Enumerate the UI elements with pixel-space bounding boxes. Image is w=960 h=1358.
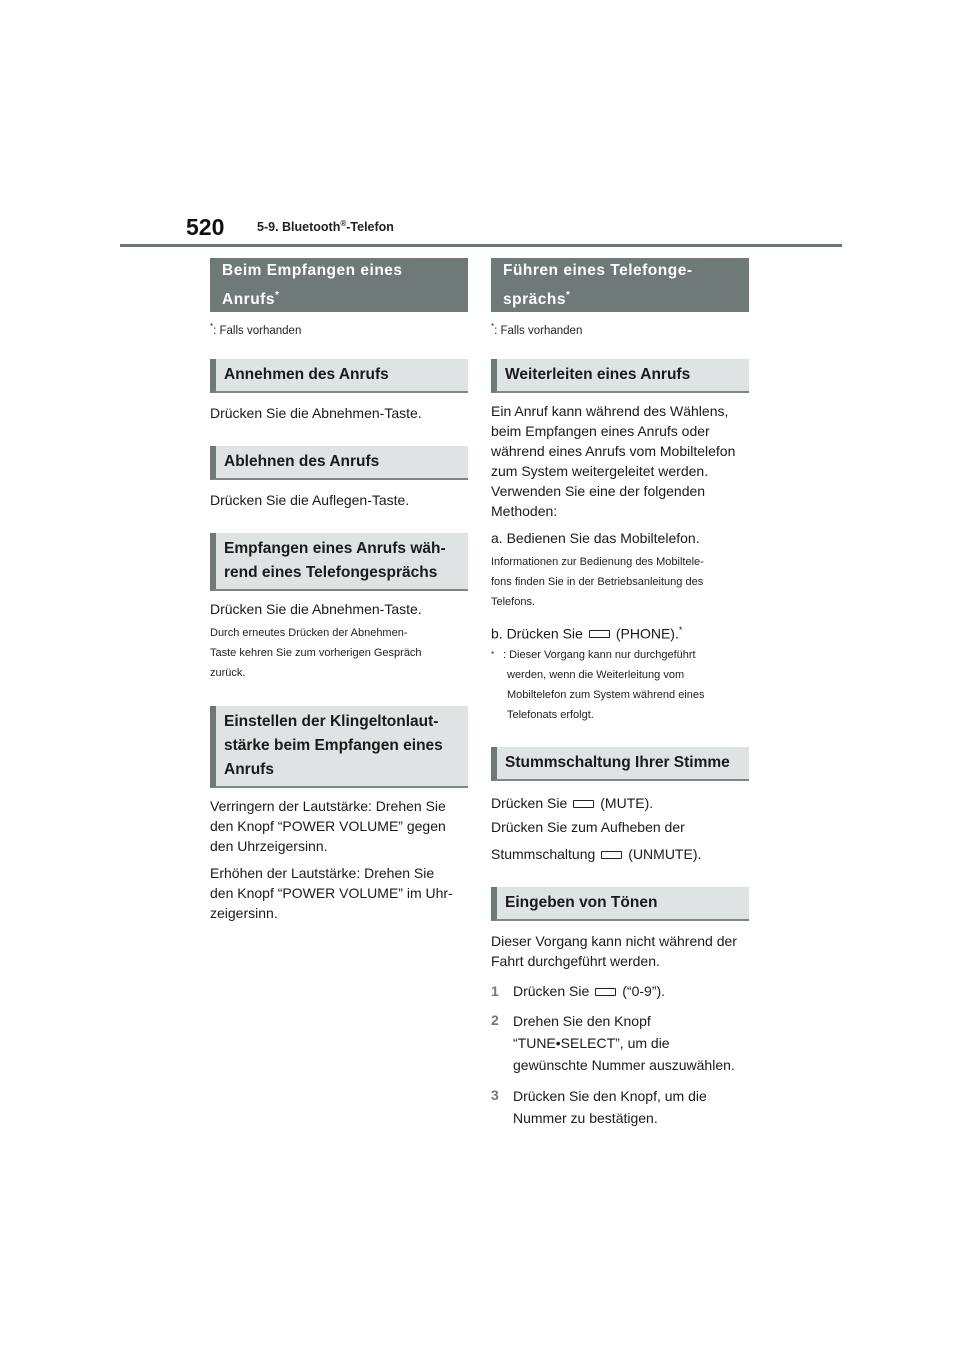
availability-note: *: Falls vorhanden bbox=[491, 322, 583, 337]
step-3: 3 Drücken Sie den Knopf, um die Nummer zu bestätigen. bbox=[491, 1087, 707, 1127]
call-waiting-note: Durch erneutes Drücken der Abnehmen- Taste kehren Sie zum vorherigen Gespräch zurück. bbox=[210, 626, 422, 679]
heading-mute: Stummschaltung Ihrer Stimme bbox=[491, 747, 749, 781]
volume-decrease-text: Verringern der Lautstärke: Drehen Sie den Knopf “POWER VOLUME” gegen den Uhrzeigersinn. bbox=[210, 797, 446, 854]
section-title: 5-9. Bluetooth®-Telefon bbox=[257, 219, 394, 235]
unmute-text-2: Stummschaltung (UNMUTE). bbox=[491, 846, 702, 863]
transfer-option-a: a. Bedienen Sie das Mobiltelefon. bbox=[491, 529, 700, 546]
call-waiting-text: Drücken Sie die Abnehmen-Taste. bbox=[210, 600, 422, 617]
mute-text: Drücken Sie (MUTE). bbox=[491, 795, 654, 812]
unmute-button-icon bbox=[601, 851, 622, 859]
heading-receiving-call: Beim Empfangen eines Anrufs* bbox=[210, 258, 468, 312]
heading-making-call: Führen eines Telefonge- sprächs* bbox=[491, 258, 749, 312]
step-2: 2 Drehen Sie den Knopf “TUNE•SELECT”, um die gewünschte Nummer auszuwählen. bbox=[491, 1012, 735, 1074]
heading-answer-call: Annehmen des Anrufs bbox=[210, 359, 468, 393]
heading-tones: Eingeben von Tönen bbox=[491, 887, 749, 921]
heading-transfer-call: Weiterleiten eines Anrufs bbox=[491, 359, 749, 393]
tones-text: Dieser Vorgang kann nicht während der Fahrt durchgeführt werden. bbox=[491, 933, 737, 970]
volume-increase-text: Erhöhen der Lautstärke: Drehen Sie den Knopf “POWER VOLUME” im Uhr- zeigersinn. bbox=[210, 864, 453, 921]
header-rule bbox=[120, 244, 842, 247]
unmute-text-1: Drücken Sie zum Aufheben der bbox=[491, 819, 685, 836]
transfer-footnote: * : Dieser Vorgang kann nur durchgeführt werden, wenn die Weiterleitung vom Mobiltelefon zum System während eines Telefonats erfolgt. bbox=[491, 649, 705, 722]
heading-call-waiting: Empfangen eines Anrufs wäh- rend eines Telefongesprächs bbox=[210, 533, 468, 591]
transfer-option-a-note: Informationen zur Bedienung des Mobiltele- fons finden Sie in der Betriebsanleitung des Telefons. bbox=[491, 555, 704, 608]
page-number: 520 bbox=[186, 214, 225, 240]
availability-note: *: Falls vorhanden bbox=[210, 322, 302, 337]
transfer-call-text: Ein Anruf kann während des Wählens, beim Empfangen eines Anrufs oder während eines Anrufs vom Mobiltelefon zum System weitergeleitet werden. Verwenden Sie eine der folgenden Methoden: bbox=[491, 402, 736, 519]
phone-button-icon bbox=[589, 630, 610, 638]
heading-ringtone-volume: Einstellen der Klingeltonlaut- stärke beim Empfangen eines Anrufs bbox=[210, 706, 468, 788]
answer-call-text: Drücken Sie die Abnehmen-Taste. bbox=[210, 404, 422, 421]
left-column bbox=[210, 258, 468, 923]
transfer-option-b: b. Drücken Sie (PHONE).* bbox=[491, 624, 683, 642]
heading-reject-call: Ablehnen des Anrufs bbox=[210, 446, 468, 480]
step-1: 1 Drücken Sie (“0-9”). bbox=[491, 983, 666, 1000]
digit-button-icon bbox=[595, 988, 616, 996]
right-column bbox=[491, 258, 749, 1129]
mute-button-icon bbox=[573, 800, 594, 808]
reject-call-text: Drücken Sie die Auflegen-Taste. bbox=[210, 491, 410, 508]
